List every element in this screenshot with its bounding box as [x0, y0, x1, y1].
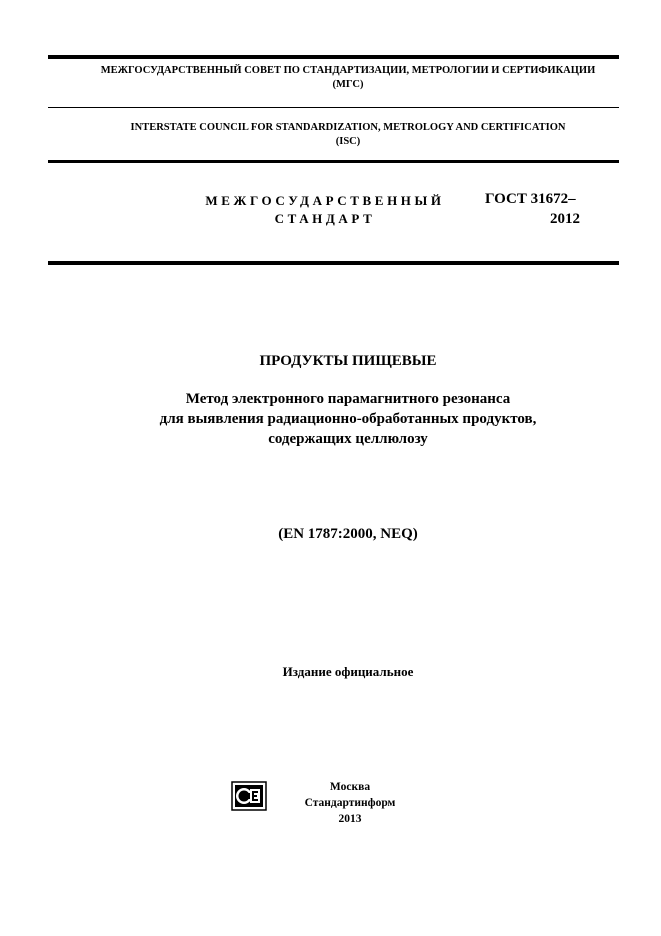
subtitle-line1: Метод электронного парамагнитного резонанса	[185, 391, 511, 407]
council-ru-name: МЕЖГОСУДАРСТВЕННЫЙ СОВЕТ ПО СТАНДАРТИЗАЦИИ, МЕТРОЛОГИИ И СЕРТИФИКАЦИИ	[100, 65, 596, 76]
document-subtitle	[48, 389, 648, 449]
publisher-block	[250, 779, 450, 827]
council-ru-abbr: (МГС)	[332, 79, 364, 90]
edition-label: Издание официальное	[282, 664, 414, 679]
publisher-city: Москва	[329, 781, 371, 793]
top-rule	[48, 55, 619, 59]
council-en-name: INTERSTATE COUNCIL FOR STANDARDIZATION, METROLOGY AND CERTIFICATION	[130, 122, 566, 133]
subtitle-line2: для выявления радиационно-обработанных продуктов,	[159, 411, 537, 427]
standard-reference: (EN 1787:2000, NEQ)	[278, 526, 418, 542]
section-rule	[48, 261, 619, 265]
standard-type-line2: СТАНДАРТ	[274, 211, 376, 226]
council-ru-block	[48, 64, 648, 92]
council-en-abbr: (ISC)	[335, 136, 361, 147]
council-en-block	[48, 121, 648, 149]
publisher-name: Стандартинформ	[304, 797, 396, 809]
middle-thin-rule	[48, 107, 619, 108]
publisher-year: 2013	[338, 813, 362, 825]
standard-number-line1: ГОСТ 31672–	[485, 191, 576, 207]
subtitle-line3: содержащих целлюлозу	[268, 431, 428, 447]
standard-type-line1: МЕЖГОСУДАРСТВЕННЫЙ	[205, 193, 445, 208]
document-title: ПРОДУКТЫ ПИЩЕВЫЕ	[259, 353, 437, 369]
standard-number	[485, 189, 605, 229]
header-bottom-rule	[48, 160, 619, 163]
standard-number-year: 2012	[550, 211, 580, 227]
standard-type	[180, 192, 470, 228]
